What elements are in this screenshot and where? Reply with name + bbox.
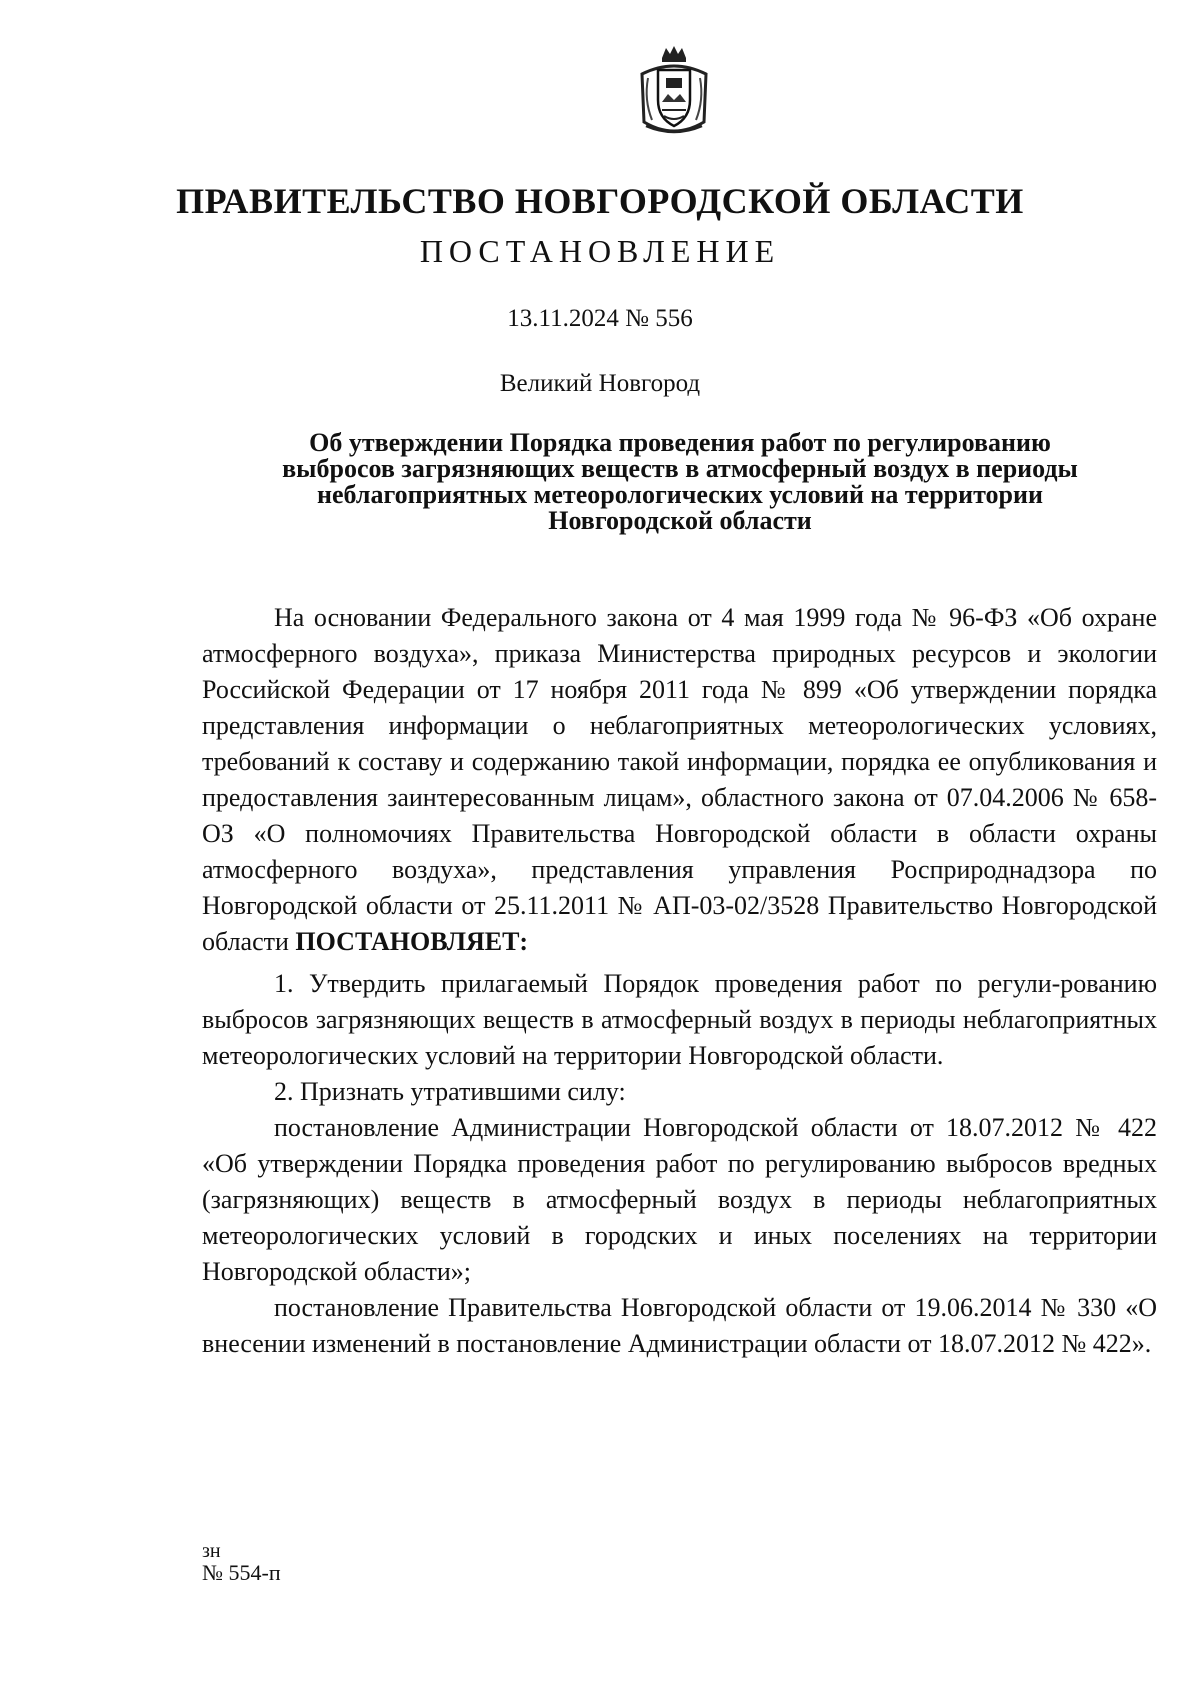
government-title: ПРАВИТЕЛЬСТВО НОВГОРОДСКОЙ ОБЛАСТИ (176, 181, 1024, 221)
item-2-a: постановление Администрации Новгородской области от 18.07.2012 № 422 «Об утверждении Порядка проведения работ по регулированию выбросов вредных (загрязняющих) веществ в атмосферный воздух в периоды неблагоприятных метеорологических условий в городских и иных поселениях на территории Новгородской области»; (202, 1113, 1157, 1286)
footer (202, 1540, 281, 1584)
preamble-text: На основании Федерального закона от 4 мая 1999 года № 96-ФЗ «Об охране атмосферного воздуха», приказа Министерства природных ресурсов и экологии Российской Федерации от 17 ноября 2011 года № 899 «Об утверждении порядка представления информации о неблагоприятных метеорологических условиях, требований к составу и содержанию такой информации, порядка ее опубликования и предоставления заинтересованным лицам», областного закона от 07.04.2006 № 658-ОЗ «О полномочиях Правительства Новгородской области в области охраны атмосферного воздуха», представления управления Росприроднадзора по Новгородской области от 25.11.2011 № АП-03-02/3528 Правительство Новгородской области (202, 603, 1157, 956)
subject-line: Новгородской области (548, 506, 812, 535)
document-subject (230, 430, 1130, 534)
item-2: 2. Признать утратившими силу: (274, 1077, 626, 1106)
subject-line: неблагоприятных метеорологических условий на территории (317, 480, 1043, 509)
document-body (202, 600, 1157, 1362)
subject-line: Об утверждении Порядка проведения работ по регулированию (309, 428, 1051, 457)
executor-initials: зн (202, 1540, 221, 1562)
coat-of-arms-icon (632, 44, 716, 140)
item-2-b: постановление Правительства Новгородской области от 19.06.2014 № 330 «О внесении изменений в постановление Администрации области от 18.07.2012 № 422». (202, 1293, 1157, 1358)
internal-reference: № 554-п (202, 1560, 281, 1585)
preamble-paragraph (202, 600, 1157, 960)
date-number: 13.11.2024 № 556 (507, 305, 693, 332)
subject-line: выбросов загрязняющих веществ в атмосферный воздух в периоды (282, 454, 1078, 483)
city: Великий Новгород (499, 370, 701, 397)
item-1: 1. Утвердить прилагаемый Порядок проведения работ по регули-рованию выбросов загрязняющих веществ в атмосферный воздух в периоды неблагоприятных метеорологических условий на территории Новгородской области. (202, 969, 1157, 1070)
document-type: ПОСТАНОВЛЕНИЕ (419, 233, 781, 269)
resolves-word: ПОСТАНОВЛЯЕТ: (295, 927, 529, 956)
